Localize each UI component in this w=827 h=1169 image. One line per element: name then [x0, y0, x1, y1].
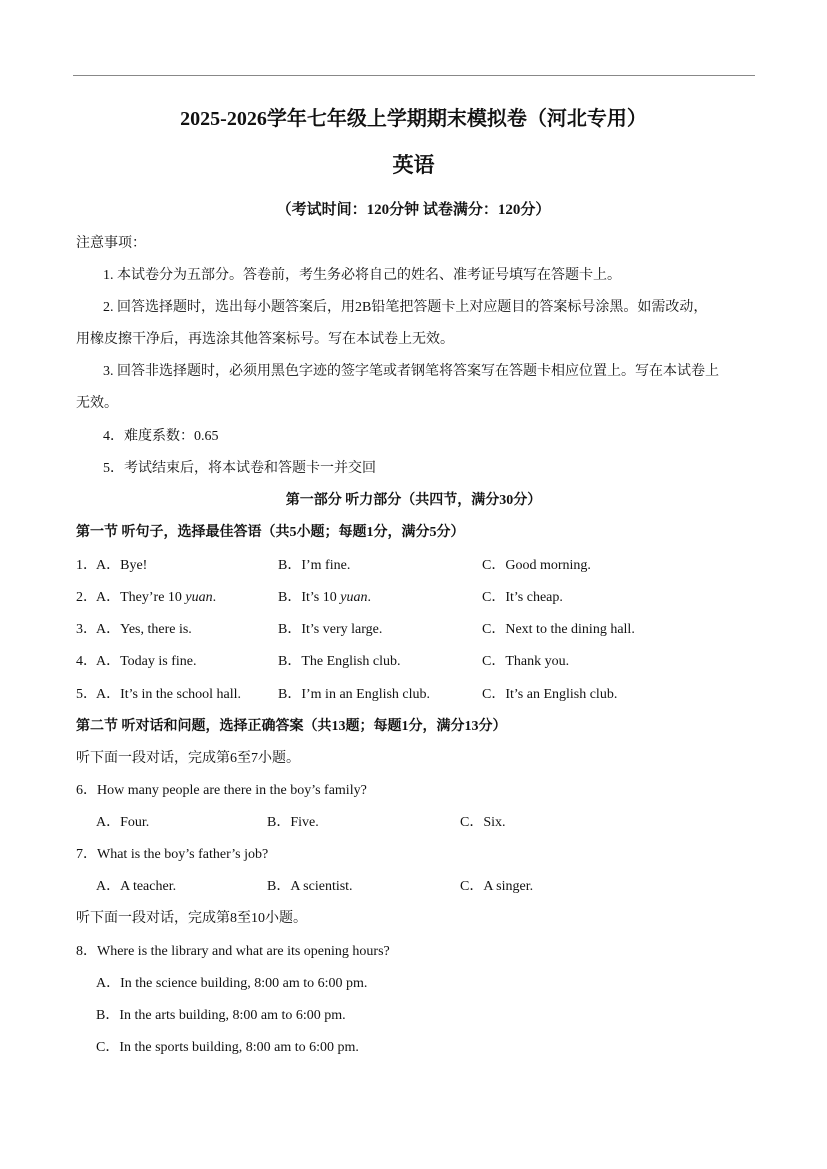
option-b: B．It’s 10 yuan. [278, 590, 371, 605]
option-b: B．A scientist. [267, 879, 353, 894]
option-c: C．A singer. [460, 879, 534, 894]
option-a: A．Four. [96, 815, 150, 830]
notice-item-2b: 用橡皮擦干净后，再选涂其他答案标号。写在本试卷上无效。 [76, 332, 454, 347]
notice-item-4: 4．难度系数：0.65 [103, 429, 219, 444]
question-number: 5． [76, 687, 97, 702]
notice-item-3a: 3. 回答非选择题时，必须用黑色字迹的签字笔或者钢笔将答案写在答题卡相应位置上。写在本试卷上 [103, 364, 719, 379]
option-b: B．I’m fine. [278, 558, 351, 573]
question-8-option-a: A．In the science building, 8:00 am to 6:00 pm. [96, 976, 368, 991]
option-c: C．It’s an English club. [482, 687, 618, 702]
option-b: B．The English club. [278, 654, 401, 669]
question-number: 3． [76, 622, 97, 637]
notice-item-2a: 2. 回答选择题时，选出每小题答案后，用2B铅笔把答题卡上对应题目的答案标号涂黑。如需改动， [103, 300, 708, 315]
exam-info: （考试时间：120分钟 试卷满分：120分） [276, 202, 551, 218]
option-c: C．Good morning. [482, 558, 591, 573]
header-rule [73, 75, 755, 76]
question-number: 1． [76, 558, 97, 573]
notice-heading: 注意事项： [76, 236, 146, 251]
option-a: A．Today is fine. [96, 654, 197, 669]
notice-item-5: 5．考试结束后，将本试卷和答题卡一并交回 [103, 461, 376, 476]
subject-title: 英语 [392, 153, 435, 177]
dialogue-intro-8-10: 听下面一段对话，完成第8至10小题。 [76, 911, 307, 926]
page-title: 2025-2026学年七年级上学期期末模拟卷（河北专用） [180, 108, 647, 130]
question-8-stem: 8．Where is the library and what are its opening hours? [76, 944, 390, 959]
question-number: 2． [76, 590, 97, 605]
option-a: A．They’re 10 yuan. [96, 590, 217, 605]
option-a: A．It’s in the school hall. [96, 687, 242, 702]
dialogue-intro-6-7: 听下面一段对话，完成第6至7小题。 [76, 751, 300, 766]
option-b: B．Five. [267, 815, 319, 830]
option-c: C．Next to the dining hall. [482, 622, 635, 637]
question-8-option-c: C．In the sports building, 8:00 am to 6:00 pm. [96, 1040, 359, 1055]
notice-item-1: 1. 本试卷分为五部分。答卷前，考生务必将自己的姓名、准考证号填写在答题卡上。 [103, 268, 621, 283]
notice-item-3b: 无效。 [76, 396, 118, 411]
option-a: A．Bye! [96, 558, 148, 573]
option-c: C．Thank you. [482, 654, 570, 669]
option-b: B．I’m in an English club. [278, 687, 431, 702]
section2-heading: 第二节 听对话和问题，选择正确答案（共13题；每题1分，满分13分） [76, 719, 507, 734]
option-a: A．Yes, there is. [96, 622, 192, 637]
question-6-stem: 6．How many people are there in the boy’s family? [76, 783, 367, 798]
section1-heading: 第一节 听句子，选择最佳答语（共5小题；每题1分，满分5分） [76, 525, 465, 540]
part1-heading: 第一部分 听力部分（共四节，满分30分） [285, 493, 542, 508]
option-a: A．A teacher. [96, 879, 177, 894]
question-7-stem: 7．What is the boy’s father’s job? [76, 847, 269, 862]
option-c: C．It’s cheap. [482, 590, 563, 605]
question-number: 4． [76, 654, 97, 669]
question-8-option-b: B．In the arts building, 8:00 am to 6:00 pm. [96, 1008, 346, 1023]
option-c: C．Six. [460, 815, 506, 830]
option-b: B．It’s very large. [278, 622, 383, 637]
